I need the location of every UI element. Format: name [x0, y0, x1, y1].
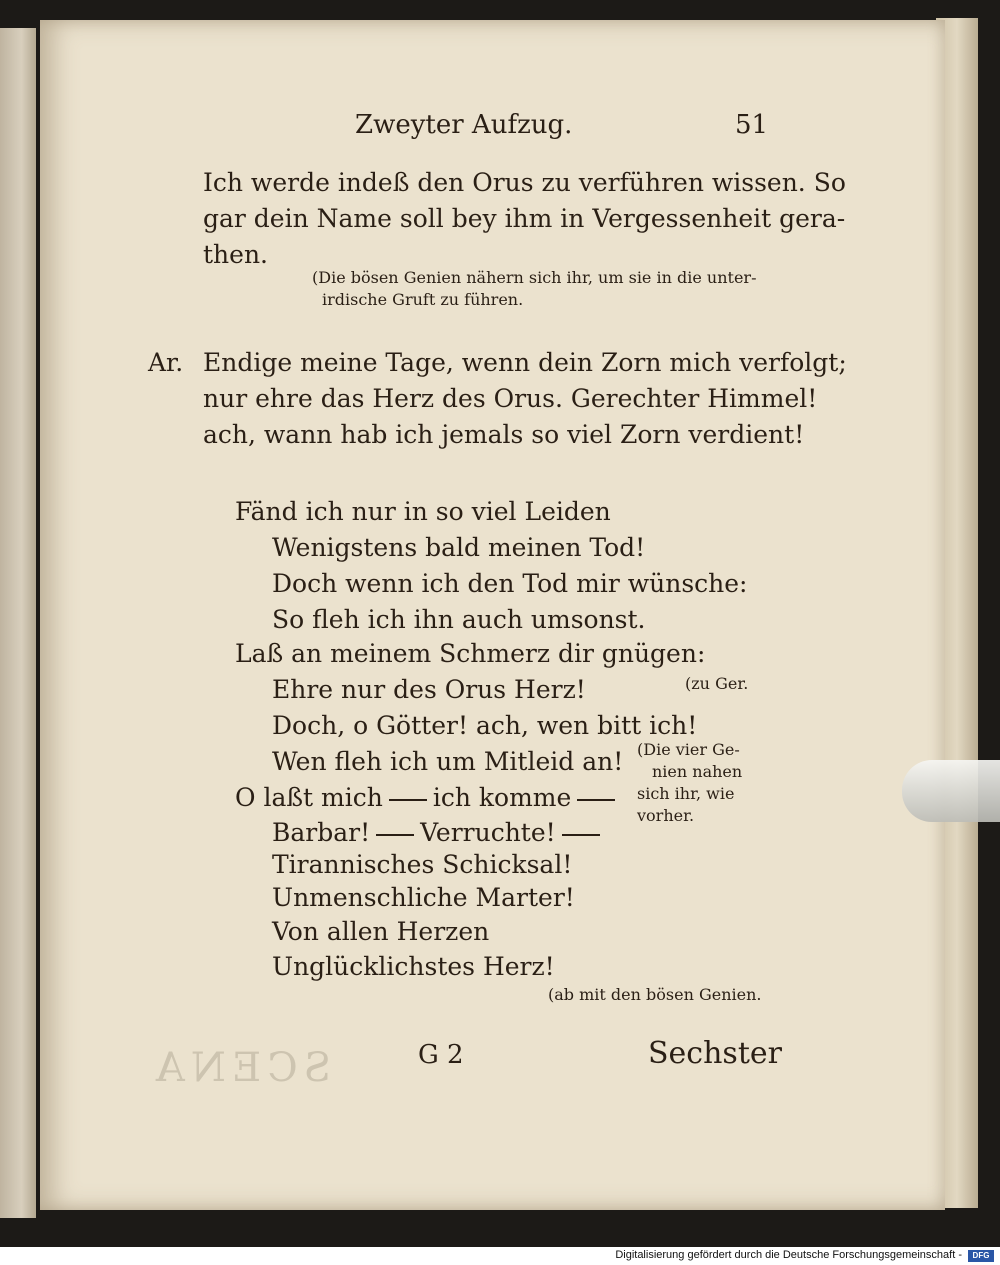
catchword: Sechster	[648, 1036, 782, 1071]
dash	[376, 834, 414, 836]
verse-3-line-2	[272, 818, 606, 847]
prose-line-1: Ich werde indeß den Orus zu verführen wissen. So	[203, 168, 846, 197]
verse-2-line-1: Laß an meinem Schmerz dir gnügen:	[235, 639, 706, 668]
verse-3-line-1-a: O laßt mich	[235, 783, 383, 812]
verse-2-line-4: Wen fleh ich um Mitleid an!	[272, 747, 624, 776]
dash	[577, 799, 615, 801]
left-page-edge	[0, 28, 36, 1218]
bleed-through-text: SCENA	[150, 1045, 332, 1091]
aside-genien-line-1: (Die vier Ge-	[637, 740, 740, 759]
prose-line-2: gar dein Name soll bey ihm in Vergessenheit gera-	[203, 204, 846, 233]
speech-line-2: nur ehre das Herz des Orus. Gerechter Himmel!	[203, 384, 818, 413]
speaker-label: Ar.	[148, 348, 184, 377]
aside-genien-line-3: sich ihr, wie	[637, 784, 735, 803]
verse-3-line-5: Von allen Herzen	[272, 917, 490, 946]
aside-genien-line-4: vorher.	[637, 806, 695, 825]
verse-3-line-1-b: ich komme	[432, 783, 572, 812]
verse-2-line-2: Ehre nur des Orus Herz!	[272, 675, 586, 704]
page-number: 51	[735, 110, 769, 140]
dash	[389, 799, 427, 801]
verse-3-line-1	[235, 783, 621, 812]
prose-line-3: then.	[203, 240, 268, 269]
page-clip	[902, 760, 1000, 822]
running-header: Zweyter Aufzug.	[355, 110, 573, 140]
verse-3-line-2-b: Verruchte!	[420, 818, 556, 847]
dfg-logo: DFG	[968, 1250, 994, 1262]
verse-1-line-2: Wenigstens bald meinen Tod!	[272, 533, 646, 562]
signature-mark: G 2	[418, 1040, 464, 1070]
speech-line-3: ach, wann hab ich jemals so viel Zorn verdient!	[203, 420, 805, 449]
aside-zu-ger: (zu Ger.	[685, 674, 749, 693]
footer-text: Digitalisierung gefördert durch die Deutsche Forschungsgemeinschaft -	[615, 1249, 962, 1261]
stage-direction-line-1: (Die bösen Genien nähern sich ihr, um sie in die unter-	[312, 268, 757, 287]
digitization-footer	[0, 1247, 1000, 1265]
verse-3-line-2-a: Barbar!	[272, 818, 371, 847]
verse-3-line-6: Unglücklichstes Herz!	[272, 952, 555, 981]
verse-3-line-3: Tirannisches Schicksal!	[272, 850, 573, 879]
speech-line-1: Endige meine Tage, wenn dein Zorn mich verfolgt;	[203, 348, 847, 377]
verse-1-line-3: Doch wenn ich den Tod mir wünsche:	[272, 569, 748, 598]
verse-1-line-1: Fänd ich nur in so viel Leiden	[235, 497, 611, 526]
verse-2-line-3: Doch, o Götter! ach, wen bitt ich!	[272, 711, 698, 740]
dash	[562, 834, 600, 836]
stage-direction-line-2: irdische Gruft zu führen.	[322, 290, 524, 309]
verse-1-line-4: So fleh ich ihn auch umsonst.	[272, 605, 646, 634]
verse-3-line-4: Unmenschliche Marter!	[272, 883, 575, 912]
aside-genien-line-2: nien nahen	[652, 762, 743, 781]
exit-stage-direction: (ab mit den bösen Genien.	[548, 985, 762, 1004]
